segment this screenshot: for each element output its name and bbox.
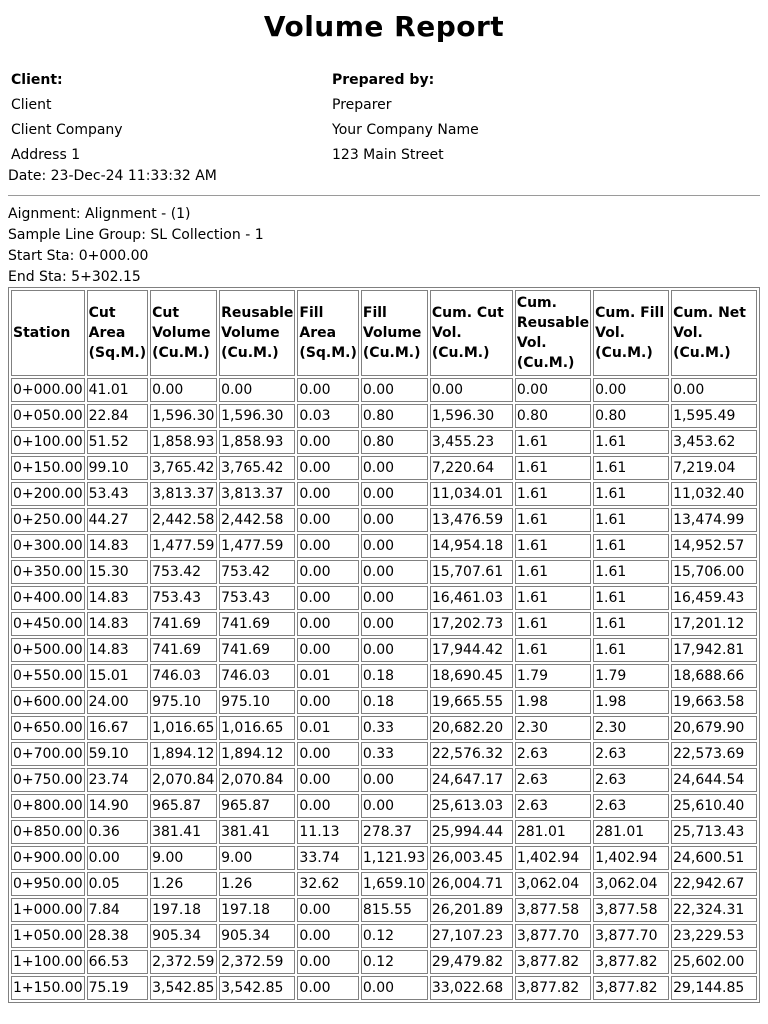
- column-header: Station: [11, 290, 85, 376]
- table-cell: 965.87: [219, 794, 295, 818]
- table-cell: 25,994.44: [430, 820, 513, 844]
- table-cell: 33,022.68: [430, 976, 513, 1000]
- table-cell: 26,004.71: [430, 872, 513, 896]
- table-cell: 197.18: [150, 898, 217, 922]
- table-cell: 0.00: [430, 378, 513, 402]
- table-cell: 2,372.59: [219, 950, 295, 974]
- table-cell: 0.00: [361, 456, 428, 480]
- table-cell: 14.90: [87, 794, 148, 818]
- table-cell: 3,813.37: [219, 482, 295, 506]
- table-cell: 3,062.04: [515, 872, 591, 896]
- table-cell: 16,461.03: [430, 586, 513, 610]
- table-cell: 1.61: [515, 508, 591, 532]
- table-cell: 0.00: [297, 794, 358, 818]
- table-cell: 24,647.17: [430, 768, 513, 792]
- table-cell: 0.80: [361, 430, 428, 454]
- table-cell: 0.00: [297, 586, 358, 610]
- table-cell: 2.63: [515, 768, 591, 792]
- table-cell: 0.00: [361, 612, 428, 636]
- table-cell: 22,942.67: [671, 872, 757, 896]
- column-header: Cut Area (Sq.M.): [87, 290, 148, 376]
- table-header-row: [11, 290, 757, 376]
- table-cell: 1.61: [593, 456, 669, 480]
- table-cell: 14.83: [87, 612, 148, 636]
- table-cell: 0.00: [297, 534, 358, 558]
- table-cell: 965.87: [150, 794, 217, 818]
- table-cell: 20,679.90: [671, 716, 757, 740]
- table-cell: 2.63: [593, 794, 669, 818]
- table-cell: 15.30: [87, 560, 148, 584]
- station-cell: 0+100.00: [11, 430, 85, 454]
- end-station: End Sta: 5+302.15: [8, 269, 141, 285]
- table-cell: 746.03: [219, 664, 295, 688]
- table-cell: 3,455.23: [430, 430, 513, 454]
- preparer-label: Prepared by:: [332, 72, 435, 88]
- table-cell: 29,479.82: [430, 950, 513, 974]
- table-row: [11, 404, 757, 428]
- table-cell: 753.42: [219, 560, 295, 584]
- table-cell: 13,474.99: [671, 508, 757, 532]
- table-cell: 0.80: [361, 404, 428, 428]
- table-cell: 0.80: [515, 404, 591, 428]
- preparer-company: Your Company Name: [332, 122, 479, 138]
- table-cell: 3,453.62: [671, 430, 757, 454]
- table-cell: 1.98: [515, 690, 591, 714]
- table-cell: 0.01: [297, 716, 358, 740]
- station-cell: 1+150.00: [11, 976, 85, 1000]
- table-cell: 741.69: [150, 638, 217, 662]
- table-cell: 25,613.03: [430, 794, 513, 818]
- table-cell: 2,442.58: [219, 508, 295, 532]
- table-cell: 29,144.85: [671, 976, 757, 1000]
- table-cell: 1,477.59: [150, 534, 217, 558]
- table-cell: 3,877.58: [593, 898, 669, 922]
- table-cell: 2.63: [593, 742, 669, 766]
- table-cell: 3,765.42: [150, 456, 217, 480]
- table-cell: 26,201.89: [430, 898, 513, 922]
- table-cell: 1,858.93: [150, 430, 217, 454]
- table-cell: 53.43: [87, 482, 148, 506]
- preparer-name: Preparer: [332, 97, 392, 113]
- table-cell: 1.61: [515, 612, 591, 636]
- table-cell: 0.00: [361, 976, 428, 1000]
- table-cell: 1.61: [593, 638, 669, 662]
- table-row: [11, 898, 757, 922]
- sample-line-group: Sample Line Group: SL Collection - 1: [8, 227, 264, 243]
- table-cell: 2.30: [593, 716, 669, 740]
- alignment-meta: [8, 204, 264, 288]
- table-cell: 0.00: [297, 508, 358, 532]
- table-cell: 0.00: [361, 586, 428, 610]
- table-cell: 9.00: [150, 846, 217, 870]
- table-cell: 741.69: [219, 612, 295, 636]
- table-cell: 3,062.04: [593, 872, 669, 896]
- table-cell: 41.01: [87, 378, 148, 402]
- table-row: [11, 664, 757, 688]
- table-cell: 281.01: [515, 820, 591, 844]
- station-cell: 0+500.00: [11, 638, 85, 662]
- table-cell: 0.00: [361, 482, 428, 506]
- column-header: Cum. Net Vol. (Cu.M.): [671, 290, 757, 376]
- table-row: [11, 846, 757, 870]
- volume-table: [8, 287, 760, 1003]
- table-row: [11, 482, 757, 506]
- table-cell: 17,942.81: [671, 638, 757, 662]
- table-cell: 3,877.82: [593, 950, 669, 974]
- table-row: [11, 820, 757, 844]
- table-cell: 22.84: [87, 404, 148, 428]
- station-cell: 0+050.00: [11, 404, 85, 428]
- table-cell: 2,372.59: [150, 950, 217, 974]
- station-cell: 0+400.00: [11, 586, 85, 610]
- table-cell: 24.00: [87, 690, 148, 714]
- table-cell: 3,877.70: [593, 924, 669, 948]
- station-cell: 0+950.00: [11, 872, 85, 896]
- table-cell: 0.00: [219, 378, 295, 402]
- table-cell: 1,477.59: [219, 534, 295, 558]
- table-cell: 0.33: [361, 742, 428, 766]
- table-cell: 1.79: [593, 664, 669, 688]
- table-cell: 16,459.43: [671, 586, 757, 610]
- preparer-address: 123 Main Street: [332, 147, 444, 163]
- table-cell: 27,107.23: [430, 924, 513, 948]
- table-cell: 0.00: [515, 378, 591, 402]
- table-cell: 28.38: [87, 924, 148, 948]
- table-body: [11, 378, 757, 1000]
- table-cell: 7,219.04: [671, 456, 757, 480]
- table-row: [11, 456, 757, 480]
- table-row: [11, 768, 757, 792]
- table-cell: 2.63: [515, 742, 591, 766]
- table-cell: 18,690.45: [430, 664, 513, 688]
- report-date: Date: 23-Dec-24 11:33:32 AM: [8, 168, 217, 184]
- table-cell: 23,229.53: [671, 924, 757, 948]
- table-cell: 0.18: [361, 690, 428, 714]
- station-cell: 0+000.00: [11, 378, 85, 402]
- divider: [8, 195, 760, 196]
- table-cell: 1,894.12: [150, 742, 217, 766]
- table-cell: 0.00: [671, 378, 757, 402]
- table-cell: 1.26: [150, 872, 217, 896]
- table-cell: 0.00: [297, 924, 358, 948]
- table-cell: 23.74: [87, 768, 148, 792]
- table-cell: 1.61: [515, 456, 591, 480]
- table-row: [11, 560, 757, 584]
- table-cell: 7.84: [87, 898, 148, 922]
- station-cell: 0+450.00: [11, 612, 85, 636]
- table-cell: 753.43: [150, 586, 217, 610]
- table-cell: 44.27: [87, 508, 148, 532]
- client-address: Address 1: [11, 147, 81, 163]
- table-cell: 3,542.85: [219, 976, 295, 1000]
- station-cell: 0+600.00: [11, 690, 85, 714]
- table-cell: 905.34: [150, 924, 217, 948]
- table-cell: 1,894.12: [219, 742, 295, 766]
- table-cell: 0.00: [297, 950, 358, 974]
- client-company: Client Company: [11, 122, 123, 138]
- table-cell: 1.61: [593, 508, 669, 532]
- table-cell: 20,682.20: [430, 716, 513, 740]
- station-cell: 1+000.00: [11, 898, 85, 922]
- table-cell: 1.61: [515, 534, 591, 558]
- table-cell: 1,016.65: [219, 716, 295, 740]
- table-row: [11, 690, 757, 714]
- table-cell: 2.30: [515, 716, 591, 740]
- table-row: [11, 716, 757, 740]
- table-cell: 18,688.66: [671, 664, 757, 688]
- table-cell: 3,542.85: [150, 976, 217, 1000]
- table-cell: 1,596.30: [150, 404, 217, 428]
- table-row: [11, 586, 757, 610]
- table-cell: 0.00: [297, 742, 358, 766]
- table-cell: 1,402.94: [593, 846, 669, 870]
- client-label: Client:: [11, 72, 63, 88]
- table-cell: 24,644.54: [671, 768, 757, 792]
- table-cell: 3,813.37: [150, 482, 217, 506]
- station-cell: 0+550.00: [11, 664, 85, 688]
- table-cell: 197.18: [219, 898, 295, 922]
- table-cell: 1.61: [593, 534, 669, 558]
- table-cell: 0.01: [297, 664, 358, 688]
- table-row: [11, 742, 757, 766]
- table-cell: 1,121.93: [361, 846, 428, 870]
- table-row: [11, 924, 757, 948]
- table-cell: 17,202.73: [430, 612, 513, 636]
- table-cell: 22,576.32: [430, 742, 513, 766]
- table-cell: 66.53: [87, 950, 148, 974]
- table-row: [11, 872, 757, 896]
- client-block: [11, 70, 123, 170]
- table-cell: 0.00: [297, 430, 358, 454]
- table-cell: 0.00: [593, 378, 669, 402]
- table-cell: 281.01: [593, 820, 669, 844]
- table-cell: 0.00: [361, 638, 428, 662]
- table-cell: 2.63: [515, 794, 591, 818]
- table-row: [11, 976, 757, 1000]
- table-cell: 1,016.65: [150, 716, 217, 740]
- table-cell: 11,034.01: [430, 482, 513, 506]
- table-row: [11, 430, 757, 454]
- table-cell: 0.00: [361, 768, 428, 792]
- table-cell: 0.00: [297, 976, 358, 1000]
- table-cell: 15,707.61: [430, 560, 513, 584]
- column-header: Reusable Volume (Cu.M.): [219, 290, 295, 376]
- table-cell: 0.80: [593, 404, 669, 428]
- preparer-block: [332, 70, 479, 170]
- table-cell: 33.74: [297, 846, 358, 870]
- table-cell: 99.10: [87, 456, 148, 480]
- station-cell: 0+900.00: [11, 846, 85, 870]
- table-cell: 1.61: [515, 430, 591, 454]
- table-cell: 3,877.82: [515, 950, 591, 974]
- table-cell: 25,602.00: [671, 950, 757, 974]
- table-cell: 0.00: [361, 794, 428, 818]
- table-cell: 0.00: [297, 560, 358, 584]
- table-cell: 25,610.40: [671, 794, 757, 818]
- station-cell: 0+150.00: [11, 456, 85, 480]
- table-cell: 1.98: [593, 690, 669, 714]
- station-cell: 1+100.00: [11, 950, 85, 974]
- table-cell: 51.52: [87, 430, 148, 454]
- column-header: Fill Area (Sq.M.): [297, 290, 358, 376]
- table-cell: 815.55: [361, 898, 428, 922]
- table-cell: 0.00: [297, 768, 358, 792]
- station-cell: 0+250.00: [11, 508, 85, 532]
- table-cell: 0.00: [150, 378, 217, 402]
- station-cell: 0+700.00: [11, 742, 85, 766]
- table-cell: 14.83: [87, 534, 148, 558]
- start-station: Start Sta: 0+000.00: [8, 248, 149, 264]
- column-header: Cum. Fill Vol. (Cu.M.): [593, 290, 669, 376]
- table-row: [11, 534, 757, 558]
- table-cell: 381.41: [219, 820, 295, 844]
- table-cell: 2,070.84: [219, 768, 295, 792]
- table-cell: 753.42: [150, 560, 217, 584]
- table-cell: 975.10: [150, 690, 217, 714]
- table-cell: 1,595.49: [671, 404, 757, 428]
- table-row: [11, 638, 757, 662]
- table-cell: 1,402.94: [515, 846, 591, 870]
- table-cell: 24,600.51: [671, 846, 757, 870]
- table-row: [11, 508, 757, 532]
- report-title: Volume Report: [263, 10, 505, 43]
- table-cell: 3,877.70: [515, 924, 591, 948]
- table-cell: 17,201.12: [671, 612, 757, 636]
- table-cell: 3,877.82: [593, 976, 669, 1000]
- table-cell: 19,665.55: [430, 690, 513, 714]
- table-cell: 0.00: [361, 560, 428, 584]
- table-cell: 0.12: [361, 950, 428, 974]
- column-header: Cum. Reusable Vol. (Cu.M.): [515, 290, 591, 376]
- client-name: Client: [11, 97, 52, 113]
- table-cell: 0.00: [361, 508, 428, 532]
- table-cell: 0.00: [361, 378, 428, 402]
- station-cell: 0+300.00: [11, 534, 85, 558]
- table-cell: 1,596.30: [219, 404, 295, 428]
- table-cell: 3,877.58: [515, 898, 591, 922]
- station-cell: 0+750.00: [11, 768, 85, 792]
- table-cell: 0.00: [297, 456, 358, 480]
- table-cell: 14.83: [87, 586, 148, 610]
- table-cell: 2,070.84: [150, 768, 217, 792]
- table-cell: 14.83: [87, 638, 148, 662]
- table-row: [11, 378, 757, 402]
- table-cell: 0.00: [297, 898, 358, 922]
- column-header: Fill Volume (Cu.M.): [361, 290, 428, 376]
- table-cell: 1.79: [515, 664, 591, 688]
- table-cell: 0.03: [297, 404, 358, 428]
- table-cell: 381.41: [150, 820, 217, 844]
- table-cell: 15.01: [87, 664, 148, 688]
- table-cell: 26,003.45: [430, 846, 513, 870]
- table-row: [11, 950, 757, 974]
- table-cell: 22,573.69: [671, 742, 757, 766]
- station-cell: 0+350.00: [11, 560, 85, 584]
- table-cell: 2.63: [593, 768, 669, 792]
- table-cell: 11,032.40: [671, 482, 757, 506]
- table-row: [11, 612, 757, 636]
- table-cell: 1,596.30: [430, 404, 513, 428]
- table-cell: 9.00: [219, 846, 295, 870]
- table-cell: 25,713.43: [671, 820, 757, 844]
- table-cell: 2,442.58: [150, 508, 217, 532]
- station-cell: 1+050.00: [11, 924, 85, 948]
- table-cell: 1.26: [219, 872, 295, 896]
- table-cell: 0.00: [297, 638, 358, 662]
- table-cell: 22,324.31: [671, 898, 757, 922]
- table-cell: 0.00: [297, 482, 358, 506]
- table-cell: 746.03: [150, 664, 217, 688]
- table-cell: 0.00: [87, 846, 148, 870]
- table-cell: 753.43: [219, 586, 295, 610]
- table-cell: 0.00: [361, 534, 428, 558]
- table-cell: 19,663.58: [671, 690, 757, 714]
- table-cell: 1.61: [593, 430, 669, 454]
- table-cell: 0.36: [87, 820, 148, 844]
- table-cell: 975.10: [219, 690, 295, 714]
- table-cell: 1.61: [515, 482, 591, 506]
- table-cell: 16.67: [87, 716, 148, 740]
- table-cell: 59.10: [87, 742, 148, 766]
- table-cell: 7,220.64: [430, 456, 513, 480]
- table-cell: 1.61: [515, 586, 591, 610]
- table-cell: 3,877.82: [515, 976, 591, 1000]
- table-cell: 14,954.18: [430, 534, 513, 558]
- table-cell: 1.61: [593, 586, 669, 610]
- column-header: Cut Volume (Cu.M.): [150, 290, 217, 376]
- station-cell: 0+650.00: [11, 716, 85, 740]
- station-cell: 0+800.00: [11, 794, 85, 818]
- table-cell: 14,952.57: [671, 534, 757, 558]
- table-cell: 1.61: [593, 482, 669, 506]
- table-cell: 741.69: [150, 612, 217, 636]
- table-cell: 0.18: [361, 664, 428, 688]
- table-cell: 0.12: [361, 924, 428, 948]
- station-cell: 0+850.00: [11, 820, 85, 844]
- table-cell: 905.34: [219, 924, 295, 948]
- table-cell: 15,706.00: [671, 560, 757, 584]
- table-cell: 1.61: [593, 612, 669, 636]
- table-cell: 0.05: [87, 872, 148, 896]
- table-cell: 11.13: [297, 820, 358, 844]
- table-cell: 1.61: [515, 560, 591, 584]
- column-header: Cum. Cut Vol. (Cu.M.): [430, 290, 513, 376]
- table-cell: 1.61: [515, 638, 591, 662]
- table-cell: 17,944.42: [430, 638, 513, 662]
- table-cell: 13,476.59: [430, 508, 513, 532]
- table-cell: 1,858.93: [219, 430, 295, 454]
- table-cell: 32.62: [297, 872, 358, 896]
- table-cell: 0.00: [297, 612, 358, 636]
- table-row: [11, 794, 757, 818]
- table-cell: 75.19: [87, 976, 148, 1000]
- alignment-line: Aignment: Alignment - (1): [8, 206, 191, 222]
- table-cell: 0.00: [297, 378, 358, 402]
- table-cell: 278.37: [361, 820, 428, 844]
- table-cell: 0.33: [361, 716, 428, 740]
- station-cell: 0+200.00: [11, 482, 85, 506]
- table-cell: 1.61: [593, 560, 669, 584]
- table-cell: 1,659.10: [361, 872, 428, 896]
- table-cell: 0.00: [297, 690, 358, 714]
- table-cell: 741.69: [219, 638, 295, 662]
- table-cell: 3,765.42: [219, 456, 295, 480]
